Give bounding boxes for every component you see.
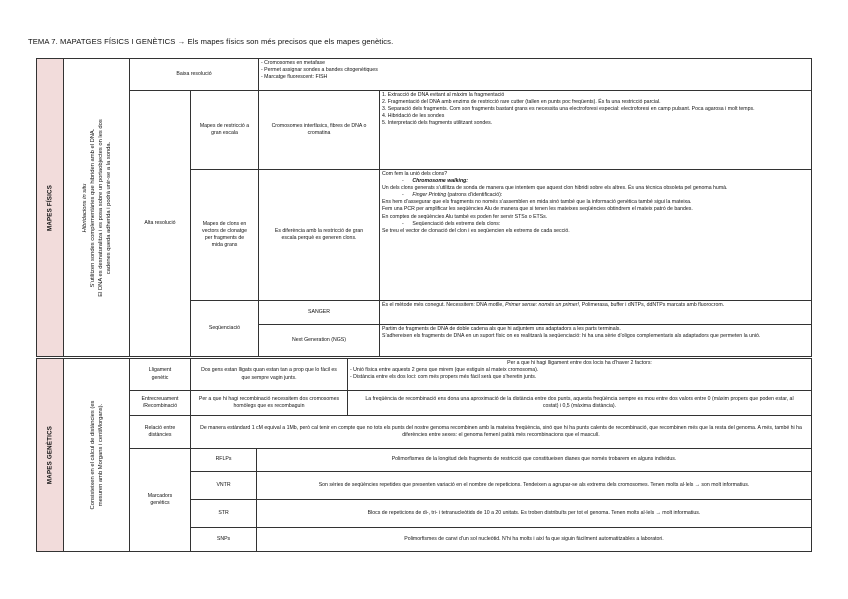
fp-text: Ens hem d’assegurar que els fragments no només s’assemblen en mida sinó també que la informació genètica també sigui la mateixa. [382, 199, 692, 206]
genetics-label-text: MAPES GENÈTICS [46, 425, 54, 485]
fisics-description-text [81, 119, 113, 297]
lligament-right [347, 358, 812, 391]
restriccio-step: 3. Separació dels fragments. Com son fragments bastant grans es necessita una electroforesi especial: electroforesi en camp pulsant. Poca agarosa i molt temps. [382, 106, 755, 113]
fp-text: Fem una PCR per amplificar les seqüències Alu de manera que si tenen les mateixes seqüències obtindrem el mateix patró de bandes. [382, 206, 693, 213]
walking-title: Chromosome walking: [412, 178, 469, 185]
sequenciacio-label: Seqüenciació [190, 300, 259, 357]
baixa-resolucio-details [258, 58, 812, 91]
marcador-str-name: STR [190, 499, 257, 528]
clons-details [379, 169, 812, 301]
restriccio-label: Mapes de restricció a gran escala [190, 90, 259, 170]
genetics-description-text [89, 401, 105, 510]
page-title: TEMA 7. MAPATGES FÍSICS I GENÈTICS → Els mapes físics son més precisos que els mapes genètics. [28, 37, 394, 46]
section-label-fisics [36, 58, 64, 357]
fp-suffix: (patrons d’identificació): [446, 192, 503, 199]
relacio-label: Relació entre distàncies [129, 415, 191, 449]
lligament-right-item: - Distància entre els dos loci: com més propers més fàcil serà que s’heretin junts. [350, 374, 537, 381]
marcador-rflps-text: Polimorfismes de la longitud dels fragments de restricció que constitueixen dianes que només trobarem en alguns individus. [256, 448, 812, 472]
sanger-label: SANGER [258, 300, 380, 325]
fp-heading: - Finger Printing (patrons d’identificació): [402, 192, 503, 199]
marcadors-label: Marcadors genètics [129, 448, 191, 552]
side-line-2: El DNA es desnaturalitza i es posa sobre un portaobjectes on les dos [97, 118, 104, 297]
sanger-text-2: , Polimerasa, buffer i dNTPs, ddNTPs marcats amb fluorocrom. [578, 302, 725, 308]
sanger-primer: Primer sense: només un primer! [505, 302, 579, 308]
fisics-label-text: MAPES FÍSICS [46, 184, 54, 231]
lligament-right-title: Per a que hi hagi lligament entre dos locis ha d’haver 2 factors: [507, 360, 652, 366]
genetics-side-line-2: mesuren amb Morgans i centiMorgans). [97, 403, 104, 507]
restriccio-step: 5. Interpretació dels fragments utilitzant sondes. [382, 120, 493, 127]
restriccio-step: 4. Hibridació de les sondes [382, 113, 445, 120]
fp-text: En comptes de seqüències Alu també es poden fer servir STSs o ETSs. [382, 213, 548, 220]
walking-heading: - Chromosome walking: [402, 178, 469, 185]
side-line-3: cadenes queda adherida i podrà unir-se a la sonda. [105, 141, 112, 274]
genetics-description [63, 358, 130, 552]
seq-heading: - Seqüenciació dels extrems dels clons: [402, 220, 501, 227]
restriccio-step: 2. Fragmentació del DNA amb enzims de restricció rare cutter (tallen en punts poc freqüents). És fa una restricció parcial. [382, 99, 661, 106]
marcador-snps-text: Polimorfismes de canvi d’un sol nucleòtid. N’hi ha molts i així fa que siguin fàcilment automatitzables a laboratori. [256, 527, 812, 552]
side-title: Hibridacions in situ [81, 183, 88, 232]
sanger-text-1: És el mètode més conegut. Necessitem: DNA motlle, [382, 302, 506, 308]
genetics-side-line-1: Consisteixen en el càlcul de distàncies (es [89, 400, 96, 510]
lligament-right-item: - Unió física entre aquests 2 gens que mirem (que estiguin al mateix cromosoma). [350, 367, 539, 374]
entrecreuament-middle: Per a que hi hagi recombinació necessitem dos cromosomes homòlegs que es recombaguin [190, 390, 348, 416]
marcador-snps-name: SNPs [190, 527, 257, 552]
clons-question: Com fem la unió dels clons? [382, 171, 448, 177]
restriccio-step: 1. Extracció de DNA evitant al màxim la fragmentació [382, 92, 505, 98]
ngs-label: Next Generation (NGS) [258, 324, 380, 357]
ngs-text [379, 324, 812, 357]
section-label-genetics [36, 358, 64, 552]
relacio-text: De manera estàndard 1 cM equival a 1Mb, però cal tenir en compte que no tots els punts del nostre genoma recombinen amb la mateixa freqüència, sinó que hi ha punts calents de recombinació, que recombinen més que la resta del genoma. A més, també hi ha diferències entre sexes: el genoma femení patirà més recombinacions que el masculí. [190, 415, 812, 449]
walking-text: Un dels clons generats s’utilitza de sonda de manera que intentem que aquest clon hibridi sobre els altres. És una tècnica obsoleta pel genoma humà. [382, 185, 728, 192]
fp-title: Finger Printing [412, 192, 447, 199]
lligament-label: Lligament genètic [129, 358, 191, 391]
clons-middle: Es diferència amb la restricció de gran escala perquè es generen clons. [258, 169, 380, 301]
alta-resolucio-label: Alta resolució [129, 90, 191, 357]
baixa-item: - Cromosomes en metafase [261, 60, 326, 66]
marcador-vntr-text: Son sèries de seqüències repetides que presenten variació en el nombre de repeticions. Tendeixen a agrupar-se als extrems dels cromosomes. Tenen molts al·lels → son molt informatius. [256, 471, 812, 500]
marcador-vntr-name: VNTR [190, 471, 257, 500]
side-line-1: S’utilitzen sondes complementàries que hibriden amb el DNA. [89, 128, 96, 287]
baixa-resolucio-label: Baixa resolució [129, 58, 259, 91]
ngs-text-1: Partim de fragments de DNA de doble cadena als que hi adjuntem uns adaptadors a les parts terminals. [382, 326, 621, 332]
restriccio-steps [379, 90, 812, 170]
entrecreuament-label: Entrecreuament /Recombinació [129, 390, 191, 416]
lligament-middle: Dos gens estan lligats quan estan tan a prop que lo fàcil es que sempre vagin junts. [190, 358, 348, 391]
clons-label: Mapes de clons en vectors de clonatge per fragments de mida grans [190, 169, 259, 301]
seq-text: Se treu el vector de clonació del clon i es seqüencien els extrems de cada secció. [382, 227, 570, 234]
marcador-str-text: Blocs de repeticions de di-, tri- i tetranucleòtids de 10 a 20 unitats. Es troben distribuïts per tot el genoma. Tenen molts al·lels → molt informatius. [256, 499, 812, 528]
seq-title: Seqüenciació dels extrems dels clons: [412, 220, 501, 227]
ngs-text-2: S’adhereixen els fragments de DNA en un suport físic on es realitzarà la seqüenciació: hi ha una sèrie d’oligos complementaris als adaptadors que permeten la unió. [382, 333, 761, 340]
baixa-item: - Marcatge fluorescent: FISH [261, 74, 328, 81]
fisics-description [63, 58, 130, 357]
marcador-rflps-name: RFLPs [190, 448, 257, 472]
restriccio-middle: Cromosomes interfàsics, fibres de DNA o cromatina [258, 90, 380, 170]
entrecreuament-right: La freqüència de recombinació ens dona una aproximació de la distància entre dos punts, aquesta freqüència sempre es mou entre dos valors entre 0 (màxim propers que poden estar, al costat) i 0,5 (màxima distància). [347, 390, 812, 416]
baixa-item: - Permet assignar sondes a bandes citogenètiques [261, 67, 378, 74]
sanger-text [379, 300, 812, 325]
